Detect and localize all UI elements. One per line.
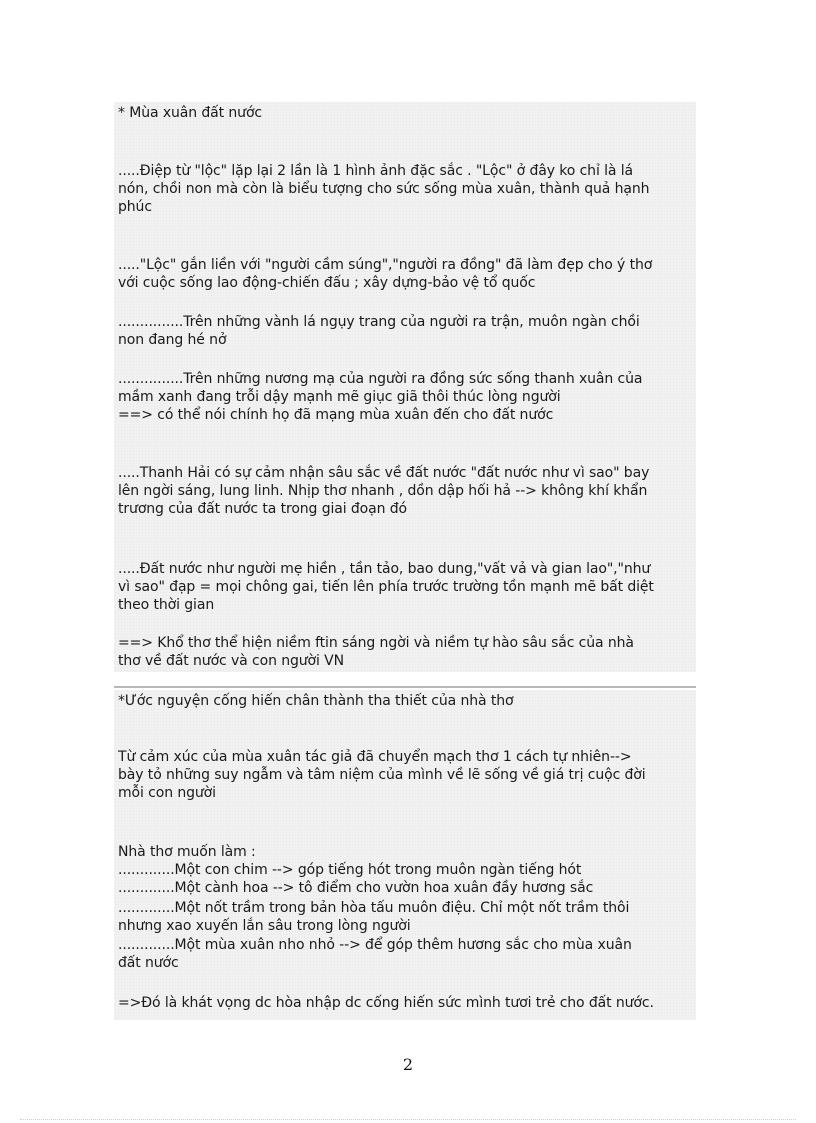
list-item: đất nước [118, 955, 179, 971]
paragraph-line: theo thời gian [118, 597, 215, 613]
list-item: .............Một mùa xuân nho nhỏ --> để góp thêm hương sắc cho mùa xuân [118, 937, 632, 953]
paragraph-line: Từ cảm xúc của mùa xuân tác giả đã chuyển mạch thơ 1 cách tự nhiên--> [118, 749, 632, 765]
list-item: nhưng xao xuyến lắn sâu trong lòng người [118, 918, 411, 934]
paragraph-line: mầm xanh đang trỗi dậy mạnh mẽ giục giã thôi thúc lòng người [118, 389, 561, 405]
paragraph-line: non đang hé nở [118, 332, 227, 348]
list-item: .............Một con chim --> góp tiếng hót trong muôn ngàn tiếng hót [118, 862, 582, 878]
page-bottom-border [20, 1119, 796, 1120]
paragraph-line: bày tỏ những suy ngẫm và tâm niệm của mình về lẽ sống về giá trị cuộc đời [118, 767, 646, 783]
paragraph-line: lên ngời sáng, lung linh. Nhịp thơ nhanh , dồn dập hối hả --> không khí khẩn [118, 483, 648, 499]
paragraph-line: trương của đất nước ta trong giai đoạn đó [118, 501, 407, 517]
paragraph-line: ...............Trên những vành lá ngụy trang của người ra trận, muôn ngàn chồi [118, 314, 640, 330]
paragraph-line: nón, chồi non mà còn là biểu tượng cho sức sống mùa xuân, thành quả hạnh [118, 181, 650, 197]
paragraph-line: ...............Trên những nương mạ của người ra đồng sức sống thanh xuân của [118, 371, 643, 387]
section-divider [114, 686, 696, 688]
list-item: .............Một cành hoa --> tô điểm cho vườn hoa xuân đầy hương sắc [118, 880, 594, 896]
paragraph-line: mỗi con người [118, 785, 216, 801]
paragraph-line: ==> Khổ thơ thể hiện niềm ftin sáng ngời và niềm tự hào sâu sắc của nhà [118, 635, 634, 651]
paragraph-line: ==> có thể nói chính họ đã mạng mùa xuân đến cho đất nước [118, 407, 554, 423]
page-number: 2 [402, 1055, 414, 1074]
paragraph-line: .....Thanh Hải có sự cảm nhận sâu sắc về đất nước "đất nước như vì sao" bay [118, 465, 650, 481]
section-heading: * Mùa xuân đất nước [118, 105, 263, 121]
paragraph-line: phúc [118, 199, 152, 215]
paragraph-line: vì sao" đạp = mọi chông gai, tiến lên phía trước trường tồn mạnh mẽ bất diệt [118, 579, 654, 595]
section-heading: *Ước nguyện cống hiến chân thành tha thiết của nhà thơ [118, 693, 514, 709]
paragraph-line: thơ về đất nước và con người VN [118, 653, 344, 669]
paragraph-line: .....Điệp từ "lộc" lặp lại 2 lần là 1 hình ảnh đặc sắc . "Lộc" ở đây ko chỉ là lá [118, 163, 633, 179]
list-item: .............Một nốt trầm trong bản hòa tấu muôn điệu. Chỉ một nốt trầm thôi [118, 900, 630, 916]
paragraph-line: =>Đó là khát vọng dc hòa nhập dc cống hiến sức mình tươi trẻ cho đất nước. [118, 995, 654, 1011]
paragraph-line: ....."Lộc" gắn liền với "người cầm súng","người ra đồng" đã làm đẹp cho ý thơ [118, 257, 653, 273]
paragraph-line: Nhà thơ muốn làm : [118, 844, 256, 860]
paragraph-line: với cuộc sống lao động-chiến đấu ; xây dựng-bảo vệ tổ quốc [118, 275, 536, 291]
paragraph-line: .....Đất nước như người mẹ hiền , tần tảo, bao dung,"vất vả và gian lao","như [118, 561, 651, 577]
